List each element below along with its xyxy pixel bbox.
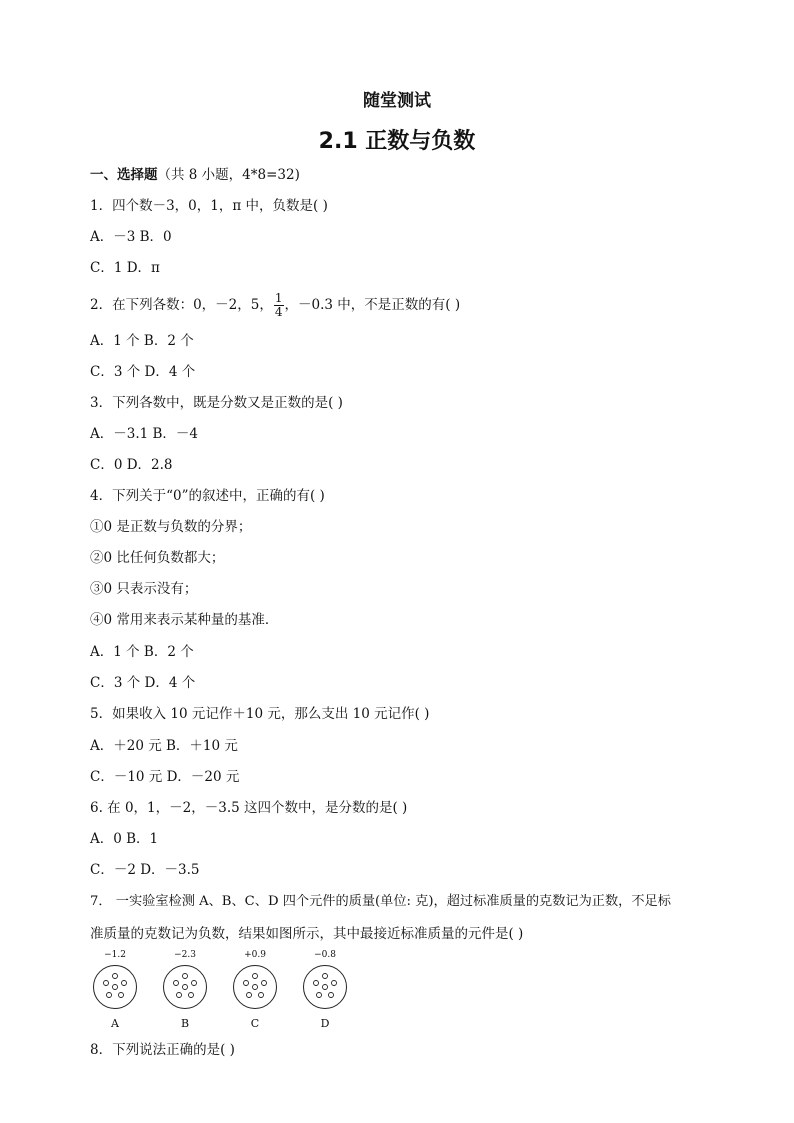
question-4-stem: 4．下列关于“0”的叙述中，正确的有( ) <box>90 488 325 504</box>
component-b-disc-icon <box>162 964 208 1010</box>
question-5-options-row2: C．－10 元 D．－20 元 <box>90 769 240 785</box>
component-d-value: −0.8 <box>314 950 336 960</box>
component-d-disc-icon <box>302 964 348 1010</box>
question-5-options-row1: A．＋20 元 B．＋10 元 <box>90 738 238 754</box>
component-b-label: B <box>180 1017 190 1030</box>
section-heading: 一、选择题 <box>90 167 158 183</box>
question-8-stem: 8．下列说法正确的是( ) <box>90 1042 235 1058</box>
question-3-options-row1: A．－3.1 B．－4 <box>90 426 199 442</box>
question-4-item-4: ④0 常用来表示某种量的基准． <box>90 612 279 628</box>
component-c-label: C <box>250 1017 260 1030</box>
section-heading-line <box>90 166 300 184</box>
question-1-stem: 1．四个数－3，0，1，π 中，负数是( ) <box>90 198 328 214</box>
question-4-item-3: ③0 只表示没有； <box>90 581 198 597</box>
question-2-stem-after: ，－0.3 中，不是正数的有( ) <box>284 297 461 313</box>
question-3-stem: 3．下列各数中，既是分数又是正数的是( ) <box>90 395 343 411</box>
question-4-item-2: ②0 比任何负数都大； <box>90 550 225 566</box>
component-d-label: D <box>320 1017 330 1030</box>
component-a-value: −1.2 <box>104 950 126 960</box>
fraction-denominator: 4 <box>274 305 283 319</box>
lesson-title: 2.1 正数与负数 <box>318 129 476 154</box>
question-6-options-row2: C．－2 D．－3.5 <box>90 862 200 878</box>
question-5-stem: 5．如果收入 10 元记作＋10 元，那么支出 10 元记作( ) <box>90 706 430 722</box>
component-b <box>160 950 210 1032</box>
question-2-options-row2: C．3 个 D．4 个 <box>90 364 196 380</box>
component-b-value: −2.3 <box>174 950 196 960</box>
question-2-options-row1: A．1 个 B．2 个 <box>90 333 194 349</box>
question-4-item-1: ①0 是正数与负数的分界； <box>90 519 252 535</box>
question-3-options-row2: C．0 D．2.8 <box>90 457 173 473</box>
component-c-disc-icon <box>232 964 278 1010</box>
question-2-stem-before: 2．在下列各数：0，－2，5， <box>90 297 273 313</box>
question-1-options-row1: A．－3 B．0 <box>90 229 172 245</box>
component-c-value: +0.9 <box>244 950 266 960</box>
question-1-options-row2: C．1 D．π <box>90 260 160 276</box>
question-6-options-row1: A．0 B．1 <box>90 831 159 847</box>
section-note: （共 8 小题，4*8=32) <box>157 167 300 183</box>
page-title: 随堂测试 <box>363 91 431 111</box>
component-d <box>300 950 350 1032</box>
question-6-stem: 6. 在 0，1，－2，－3.5 这四个数中，是分数的是( ) <box>90 800 408 816</box>
component-a <box>90 950 140 1032</box>
component-figure <box>90 950 360 1032</box>
component-c <box>230 950 280 1032</box>
question-4-options-row2: C．3 个 D．4 个 <box>90 675 196 691</box>
fraction <box>274 292 284 319</box>
component-a-label: A <box>111 1017 119 1030</box>
question-4-options-row1: A．1 个 B．2 个 <box>90 644 194 660</box>
question-2-stem <box>90 289 460 321</box>
question-7-stem-line2: 准质量的克数记为负数，结果如图所示，其中最接近标准质量的元件是( ) <box>90 926 524 942</box>
component-a-disc-icon <box>92 964 138 1010</box>
question-7-stem-line1: 7． 一实验室检测 A、B、C、D 四个元件的质量(单位: 克)，超过标准质量的克数记为正数，不足标 <box>90 894 671 909</box>
fraction-numerator: 1 <box>274 291 283 305</box>
